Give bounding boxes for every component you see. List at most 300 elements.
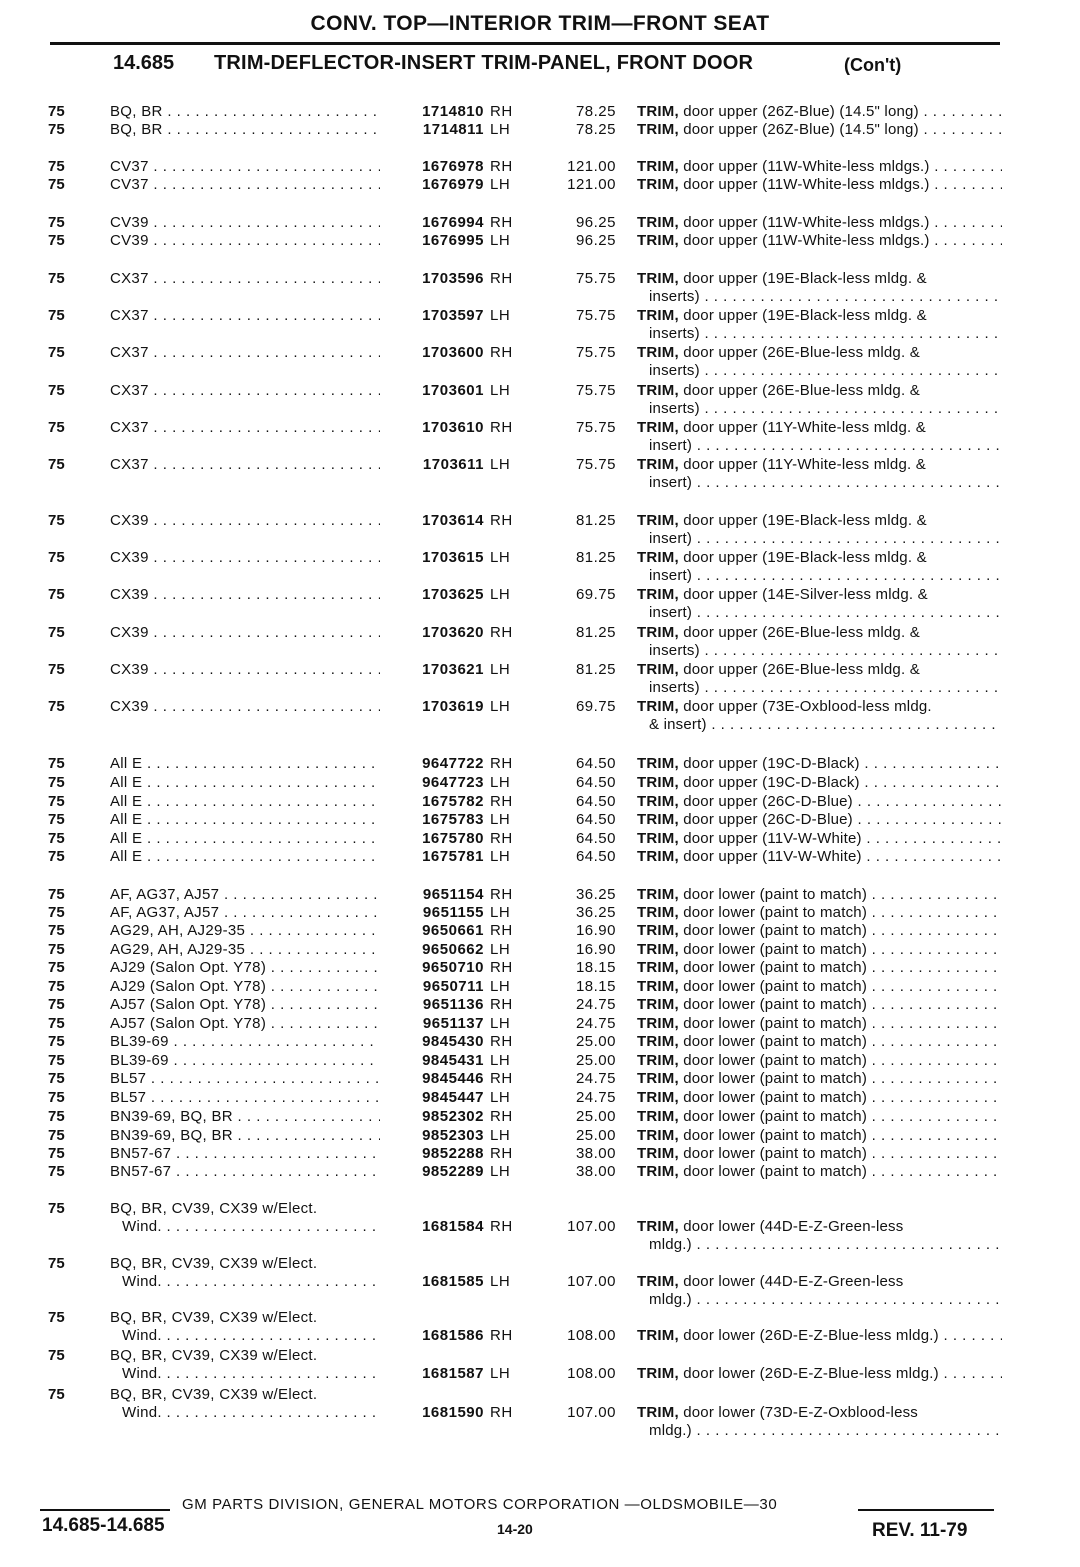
description xyxy=(637,959,1002,977)
description-text: door upper (26E-Blue-less mldg. & xyxy=(683,382,920,399)
description xyxy=(637,922,1002,940)
description xyxy=(637,158,1002,176)
description-text: door upper (19C-D-Black) . . . xyxy=(683,755,1002,772)
qty-code: 75 xyxy=(48,848,65,865)
description-continued: & insert) . . . xyxy=(637,716,1002,734)
price: 64.50 xyxy=(575,793,616,810)
model-cell xyxy=(110,904,380,922)
description-keyword: TRIM, xyxy=(637,755,679,772)
price: 108.00 xyxy=(567,1327,616,1344)
side-code: RH xyxy=(490,1327,513,1344)
side-code: LH xyxy=(490,456,511,473)
description-continued: mldg.) . . . xyxy=(637,1291,1002,1309)
description xyxy=(637,1404,1002,1440)
model-cell xyxy=(110,307,380,325)
side-code: RH xyxy=(490,830,513,847)
description xyxy=(637,549,1002,585)
qty-code: 75 xyxy=(48,1309,65,1326)
model-text: BQ, BR, CV39, CX39 w/Elect. xyxy=(110,1347,318,1364)
side-code: LH xyxy=(490,382,511,399)
model-cell xyxy=(110,270,380,288)
model-text: BQ, BR, CV39, CX39 w/Elect. xyxy=(110,1309,318,1326)
qty-code: 75 xyxy=(48,419,65,436)
description xyxy=(637,344,1002,380)
part-number: 1676979 xyxy=(422,176,484,193)
model-cell xyxy=(110,232,380,250)
qty-code: 75 xyxy=(48,1163,65,1180)
model-text: AJ29 (Salon Opt. Y78) . . . xyxy=(110,959,380,976)
model-cell xyxy=(110,586,380,604)
qty-code: 75 xyxy=(48,549,65,566)
price: 75.75 xyxy=(575,456,616,473)
model-cell xyxy=(110,549,380,567)
description xyxy=(637,774,1002,792)
price: 64.50 xyxy=(575,755,616,772)
section-title: TRIM-DEFLECTOR-INSERT TRIM-PANEL, FRONT DOOR xyxy=(214,52,754,74)
description xyxy=(637,1015,1002,1033)
description xyxy=(637,1218,1002,1254)
description xyxy=(637,1127,1002,1145)
part-number: 9647723 xyxy=(422,774,484,791)
description xyxy=(637,214,1002,232)
model-text-continued: Wind. . . . xyxy=(110,1273,380,1291)
description-keyword: TRIM, xyxy=(637,624,679,641)
model-text: CX37 . . . xyxy=(110,307,380,324)
model-cell xyxy=(110,978,380,996)
qty-code: 75 xyxy=(48,624,65,641)
model-text: CX37 . . . xyxy=(110,270,380,287)
model-text: CX39 . . . xyxy=(110,512,380,529)
description xyxy=(637,419,1002,455)
price: 75.75 xyxy=(575,344,616,361)
part-number: 9650662 xyxy=(422,941,484,958)
part-number: 9845446 xyxy=(422,1070,484,1087)
description xyxy=(637,996,1002,1014)
qty-code: 75 xyxy=(48,214,65,231)
description xyxy=(637,121,1002,139)
side-code: RH xyxy=(490,158,513,175)
side-code: RH xyxy=(490,1404,513,1421)
description-text: door lower (paint to match) . . . xyxy=(683,1089,1002,1106)
qty-code: 75 xyxy=(48,512,65,529)
model-cell xyxy=(110,1070,380,1088)
side-code: LH xyxy=(490,586,511,603)
description-text: door upper (19E-Black-less mldg. & xyxy=(683,512,927,529)
description-text: door lower (paint to match) . . . xyxy=(683,959,1002,976)
description-keyword: TRIM, xyxy=(637,1145,679,1162)
model-cell xyxy=(110,793,380,811)
header-rule xyxy=(50,42,1000,45)
description-keyword: TRIM, xyxy=(637,1273,679,1290)
price: 107.00 xyxy=(567,1273,616,1290)
description xyxy=(637,1033,1002,1051)
qty-code: 75 xyxy=(48,904,65,921)
model-cell xyxy=(110,214,380,232)
price: 75.75 xyxy=(575,270,616,287)
model-cell xyxy=(110,419,380,437)
side-code: LH xyxy=(490,1273,511,1290)
model-text: BL39-69 . . . xyxy=(110,1033,380,1050)
price: 81.25 xyxy=(575,512,616,529)
model-cell xyxy=(110,830,380,848)
description-keyword: TRIM, xyxy=(637,830,679,847)
model-cell xyxy=(110,1163,380,1181)
description-text: door lower (paint to match) . . . xyxy=(683,1108,1002,1125)
part-number: 1703611 xyxy=(422,456,484,473)
footer-section-range: 14.685-14.685 xyxy=(42,1515,165,1536)
model-text: BQ, BR . . . xyxy=(110,103,380,120)
model-text: All E . . . xyxy=(110,848,380,865)
footer-page-number: 14-20 xyxy=(497,1521,533,1537)
model-cell xyxy=(110,959,380,977)
description xyxy=(637,307,1002,343)
side-code: LH xyxy=(490,978,511,995)
model-text-continued: Wind. . . . xyxy=(110,1218,380,1236)
description xyxy=(637,755,1002,773)
price: 25.00 xyxy=(575,1052,616,1069)
description xyxy=(637,1365,1002,1383)
price: 121.00 xyxy=(567,176,616,193)
price: 24.75 xyxy=(575,996,616,1013)
model-text: CV37 . . . xyxy=(110,158,380,175)
qty-code: 75 xyxy=(48,793,65,810)
side-code: LH xyxy=(490,698,511,715)
description xyxy=(637,941,1002,959)
part-number: 1675780 xyxy=(422,830,484,847)
qty-code: 75 xyxy=(48,1089,65,1106)
price: 81.25 xyxy=(575,661,616,678)
model-text: BQ, BR . . . xyxy=(110,121,380,138)
model-text-continued: Wind. . . . xyxy=(110,1404,380,1422)
part-number: 1681590 xyxy=(422,1404,484,1421)
price: 107.00 xyxy=(567,1218,616,1235)
model-text: BQ, BR, CV39, CX39 w/Elect. xyxy=(110,1255,318,1272)
model-cell xyxy=(110,1052,380,1070)
description xyxy=(637,270,1002,306)
qty-code: 75 xyxy=(48,755,65,772)
price: 64.50 xyxy=(575,774,616,791)
model-text: CX37 . . . xyxy=(110,456,380,473)
description-keyword: TRIM, xyxy=(637,270,679,287)
model-text: BQ, BR, CV39, CX39 w/Elect. xyxy=(110,1200,318,1217)
description-continued: inserts) . . . xyxy=(637,288,1002,306)
model-cell xyxy=(110,1145,380,1163)
description-continued: mldg.) . . . xyxy=(637,1236,1002,1254)
description-text: door lower (73D-E-Z-Oxblood-less xyxy=(683,1404,919,1421)
part-number: 1681585 xyxy=(422,1273,484,1290)
price: 69.75 xyxy=(575,586,616,603)
description-keyword: TRIM, xyxy=(637,214,679,231)
side-code: RH xyxy=(490,1033,513,1050)
side-code: LH xyxy=(490,811,511,828)
price: 16.90 xyxy=(575,922,616,939)
description-text: door upper (11V-W-White) . . . xyxy=(683,830,1002,847)
description-text: door lower (paint to match) . . . xyxy=(683,1070,1002,1087)
description-text: door upper (19E-Black-less mldg. & xyxy=(683,549,927,566)
description xyxy=(637,698,1002,734)
qty-code: 75 xyxy=(48,886,65,903)
side-code: RH xyxy=(490,793,513,810)
part-number: 1714811 xyxy=(422,121,484,138)
description-continued: inserts) . . . xyxy=(637,679,1002,697)
model-text: CX37 . . . xyxy=(110,344,380,361)
description xyxy=(637,382,1002,418)
description-keyword: TRIM, xyxy=(637,793,679,810)
description-text: door lower (paint to match) . . . xyxy=(683,1052,1002,1069)
part-number: 1703614 xyxy=(422,512,484,529)
description-text: door lower (paint to match) . . . xyxy=(683,941,1002,958)
description-text: door lower (paint to match) . . . xyxy=(683,1127,1002,1144)
part-number: 1675781 xyxy=(422,848,484,865)
section-heading xyxy=(0,52,1080,82)
model-text: BN57-67 . . . xyxy=(110,1145,380,1162)
description-text: door lower (44D-E-Z-Green-less xyxy=(683,1273,904,1290)
side-code: RH xyxy=(490,1070,513,1087)
description-text: door upper (26E-Blue-less mldg. & xyxy=(683,661,920,678)
qty-code: 75 xyxy=(48,176,65,193)
description xyxy=(637,1070,1002,1088)
description-text: door upper (11V-W-White) . . . xyxy=(683,848,1002,865)
part-number: 9650661 xyxy=(422,922,484,939)
description-keyword: TRIM, xyxy=(637,959,679,976)
price: 24.75 xyxy=(575,1089,616,1106)
model-cell xyxy=(110,922,380,940)
qty-code: 75 xyxy=(48,586,65,603)
description-keyword: TRIM, xyxy=(637,904,679,921)
model-text: BQ, BR, CV39, CX39 w/Elect. xyxy=(110,1386,318,1403)
model-text: AJ57 (Salon Opt. Y78) . . . xyxy=(110,1015,380,1032)
qty-code: 75 xyxy=(48,307,65,324)
model-text: All E . . . xyxy=(110,774,380,791)
part-number: 9651136 xyxy=(422,996,484,1013)
model-text: AG29, AH, AJ29-35 . . . xyxy=(110,922,380,939)
qty-code: 75 xyxy=(48,811,65,828)
part-number: 1681586 xyxy=(422,1327,484,1344)
side-code: LH xyxy=(490,1163,511,1180)
side-code: RH xyxy=(490,270,513,287)
description-text: door upper (26Z-Blue) (14.5" long) . . . xyxy=(683,103,1002,120)
price: 64.50 xyxy=(575,830,616,847)
model-text: AF, AG37, AJ57 . . . xyxy=(110,904,380,921)
description-keyword: TRIM, xyxy=(637,1218,679,1235)
model-text: CX39 . . . xyxy=(110,549,380,566)
part-number: 1681584 xyxy=(422,1218,484,1235)
model-text: All E . . . xyxy=(110,811,380,828)
description-text: door upper (11W-White-less mldgs.) . . . xyxy=(683,214,1002,231)
part-number: 9650711 xyxy=(422,978,484,995)
description-keyword: TRIM, xyxy=(637,586,679,603)
description-keyword: TRIM, xyxy=(637,419,679,436)
model-text: BL39-69 . . . xyxy=(110,1052,380,1069)
description xyxy=(637,586,1002,622)
model-cell xyxy=(110,996,380,1014)
model-cell xyxy=(110,121,380,139)
model-cell xyxy=(110,158,380,176)
model-text: AF, AG37, AJ57 . . . xyxy=(110,886,380,903)
part-number: 1676994 xyxy=(422,214,484,231)
description-text: door upper (14E-Silver-less mldg. & xyxy=(683,586,928,603)
model-text: AJ57 (Salon Opt. Y78) . . . xyxy=(110,996,380,1013)
qty-code: 75 xyxy=(48,121,65,138)
description-text: door lower (26D-E-Z-Blue-less mldg.) . . . xyxy=(683,1327,1002,1344)
model-text: All E . . . xyxy=(110,830,380,847)
model-cell xyxy=(110,512,380,530)
price: 78.25 xyxy=(575,121,616,138)
description-text: door upper (26E-Blue-less mldg. & xyxy=(683,624,920,641)
model-text: CX39 . . . xyxy=(110,624,380,641)
model-cell xyxy=(110,1255,380,1291)
description-keyword: TRIM, xyxy=(637,661,679,678)
description-keyword: TRIM, xyxy=(637,978,679,995)
price: 24.75 xyxy=(575,1070,616,1087)
side-code: LH xyxy=(490,1052,511,1069)
model-cell xyxy=(110,1015,380,1033)
description-text: door upper (19E-Black-less mldg. & xyxy=(683,270,927,287)
description-text: door lower (26D-E-Z-Blue-less mldg.) . . . xyxy=(683,1365,1002,1382)
description-keyword: TRIM, xyxy=(637,996,679,1013)
description xyxy=(637,103,1002,121)
description-text: door lower (paint to match) . . . xyxy=(683,904,1002,921)
description-keyword: TRIM, xyxy=(637,512,679,529)
page-header-title: CONV. TOP—INTERIOR TRIM—FRONT SEAT xyxy=(310,12,770,35)
qty-code: 75 xyxy=(48,959,65,976)
model-cell xyxy=(110,1033,380,1051)
part-number: 1676995 xyxy=(422,232,484,249)
model-cell xyxy=(110,698,380,716)
description-keyword: TRIM, xyxy=(637,848,679,865)
price: 18.15 xyxy=(575,959,616,976)
description xyxy=(637,1327,1002,1345)
side-code: RH xyxy=(490,996,513,1013)
description-keyword: TRIM, xyxy=(637,886,679,903)
description-continued: insert) . . . xyxy=(637,474,1002,492)
description xyxy=(637,848,1002,866)
qty-code: 75 xyxy=(48,382,65,399)
price: 108.00 xyxy=(567,1365,616,1382)
part-number: 1703610 xyxy=(422,419,484,436)
model-text: BL57 . . . xyxy=(110,1070,380,1087)
price: 38.00 xyxy=(575,1163,616,1180)
side-code: RH xyxy=(490,103,513,120)
description xyxy=(637,886,1002,904)
description-continued: inserts) . . . xyxy=(637,642,1002,660)
description xyxy=(637,978,1002,996)
part-number: 9651154 xyxy=(422,886,484,903)
model-text: AG29, AH, AJ29-35 . . . xyxy=(110,941,380,958)
price: 81.25 xyxy=(575,549,616,566)
model-text: CV39 . . . xyxy=(110,232,380,249)
description xyxy=(637,456,1002,492)
qty-code: 75 xyxy=(48,1347,65,1364)
price: 81.25 xyxy=(575,624,616,641)
side-code: RH xyxy=(490,344,513,361)
model-cell xyxy=(110,1309,380,1345)
part-number: 9845430 xyxy=(422,1033,484,1050)
description-text: door lower (paint to match) . . . xyxy=(683,996,1002,1013)
part-number: 9852289 xyxy=(422,1163,484,1180)
price: 75.75 xyxy=(575,419,616,436)
part-number: 9845431 xyxy=(422,1052,484,1069)
description-keyword: TRIM, xyxy=(637,103,679,120)
price: 121.00 xyxy=(567,158,616,175)
description-keyword: TRIM, xyxy=(637,922,679,939)
side-code: LH xyxy=(490,904,511,921)
side-code: RH xyxy=(490,886,513,903)
model-cell xyxy=(110,755,380,773)
side-code: LH xyxy=(490,661,511,678)
qty-code: 75 xyxy=(48,1127,65,1144)
part-number: 1703601 xyxy=(422,382,484,399)
description xyxy=(637,904,1002,922)
description-text: door upper (11W-White-less mldgs.) . . . xyxy=(683,158,1002,175)
description-text: door upper (26E-Blue-less mldg. & xyxy=(683,344,920,361)
model-text: CV39 . . . xyxy=(110,214,380,231)
description-text: door lower (paint to match) . . . xyxy=(683,1163,1002,1180)
price: 36.25 xyxy=(575,904,616,921)
model-cell xyxy=(110,176,380,194)
description-keyword: TRIM, xyxy=(637,121,679,138)
description-text: door lower (paint to match) . . . xyxy=(683,1145,1002,1162)
description-keyword: TRIM, xyxy=(637,456,679,473)
footer-rule-right xyxy=(858,1509,994,1511)
model-text: BN39-69, BQ, BR . . . xyxy=(110,1127,380,1144)
qty-code: 75 xyxy=(48,1015,65,1032)
side-code: RH xyxy=(490,755,513,772)
price: 25.00 xyxy=(575,1033,616,1050)
side-code: LH xyxy=(490,1365,511,1382)
description-text: door upper (26C-D-Blue) . . . xyxy=(683,793,1002,810)
side-code: LH xyxy=(490,232,511,249)
part-number: 9845447 xyxy=(422,1089,484,1106)
qty-code: 75 xyxy=(48,103,65,120)
part-number: 1703615 xyxy=(422,549,484,566)
model-text-continued: Wind. . . . xyxy=(110,1365,380,1383)
qty-code: 75 xyxy=(48,1145,65,1162)
description xyxy=(637,1052,1002,1070)
model-cell xyxy=(110,1089,380,1107)
model-cell xyxy=(110,344,380,362)
description-keyword: TRIM, xyxy=(637,774,679,791)
description-text: door upper (19E-Black-less mldg. & xyxy=(683,307,927,324)
description-continued: inserts) . . . xyxy=(637,400,1002,418)
part-number: 9650710 xyxy=(422,959,484,976)
description-text: door upper (11W-White-less mldgs.) . . . xyxy=(683,176,1002,193)
side-code: RH xyxy=(490,922,513,939)
description-keyword: TRIM, xyxy=(637,941,679,958)
side-code: LH xyxy=(490,1015,511,1032)
description-keyword: TRIM, xyxy=(637,1052,679,1069)
description-keyword: TRIM, xyxy=(637,176,679,193)
side-code: RH xyxy=(490,512,513,529)
qty-code: 75 xyxy=(48,232,65,249)
model-text: CX39 . . . xyxy=(110,661,380,678)
part-number: 9651137 xyxy=(422,1015,484,1032)
model-text: All E . . . xyxy=(110,793,380,810)
description-keyword: TRIM, xyxy=(637,1127,679,1144)
price: 24.75 xyxy=(575,1015,616,1032)
model-cell xyxy=(110,941,380,959)
qty-code: 75 xyxy=(48,1200,65,1217)
description-text: door upper (19C-D-Black) . . . xyxy=(683,774,1002,791)
description xyxy=(637,1273,1002,1309)
model-cell xyxy=(110,103,380,121)
footer-rule-left xyxy=(40,1509,170,1511)
model-cell xyxy=(110,382,380,400)
part-number: 9852288 xyxy=(422,1145,484,1162)
description-text: door upper (73E-Oxblood-less mldg. xyxy=(683,698,932,715)
part-number: 1703600 xyxy=(422,344,484,361)
side-code: RH xyxy=(490,419,513,436)
